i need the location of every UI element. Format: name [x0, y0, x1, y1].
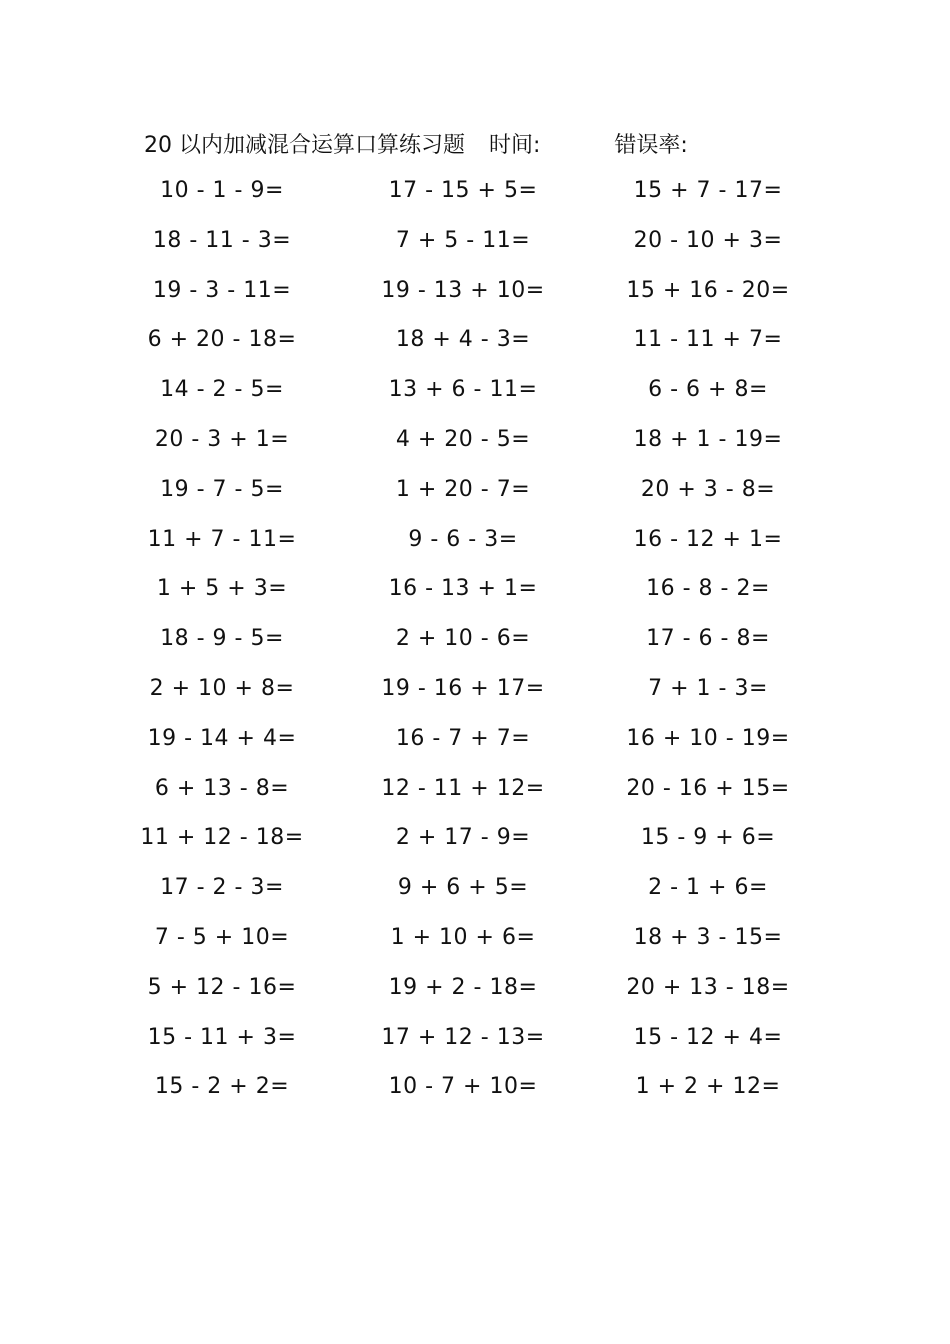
problem-item: 17 - 6 - 8=: [646, 626, 770, 652]
problem-item: 19 - 7 - 5=: [160, 476, 284, 502]
problem-item: 18 - 11 - 3=: [152, 227, 292, 253]
problem-item: 15 - 9 + 6=: [640, 825, 776, 851]
problem-item: 18 + 1 - 19=: [633, 427, 783, 452]
problem-item: 12 - 11 + 12=: [381, 775, 545, 801]
problem-item: 18 + 3 - 15=: [633, 925, 783, 950]
problem-item: 14 - 2 - 5=: [160, 377, 284, 403]
problem-item: 17 - 15 + 5=: [388, 178, 538, 203]
worksheet-title: 20 以内加减混合运算口算练习题: [144, 132, 465, 158]
problem-item: 17 + 12 - 13=: [381, 1024, 545, 1050]
problem-item: 19 - 3 - 11=: [152, 277, 292, 303]
problem-item: 16 - 12 + 1=: [633, 526, 783, 552]
problem-item: 6 + 13 - 8=: [154, 775, 290, 801]
problem-item: 2 + 10 - 6=: [395, 626, 531, 652]
problem-item: 19 - 16 + 17=: [381, 676, 545, 701]
problem-item: 19 - 14 + 4=: [147, 725, 297, 751]
problem-item: 19 - 13 + 10=: [381, 277, 545, 303]
problem-item: 9 + 6 + 5=: [397, 875, 529, 901]
problem-item: 18 + 4 - 3=: [395, 327, 531, 353]
problem-item: 15 - 2 + 2=: [154, 1074, 290, 1100]
problem-item: 16 - 7 + 7=: [395, 725, 531, 751]
problem-item: 13 + 6 - 11=: [388, 377, 538, 403]
problem-item: 11 + 7 - 11=: [147, 526, 297, 552]
problem-item: 19 + 2 - 18=: [388, 974, 538, 1000]
problem-item: 15 - 11 + 3=: [147, 1024, 297, 1050]
problem-item: 15 - 12 + 4=: [633, 1024, 783, 1050]
problem-item: 20 - 10 + 3=: [633, 227, 783, 253]
problem-item: 17 - 2 - 3=: [160, 875, 284, 901]
problem-item: 1 + 20 - 7=: [395, 476, 531, 502]
problem-item: 10 - 7 + 10=: [388, 1074, 538, 1100]
problem-item: 4 + 20 - 5=: [395, 427, 531, 452]
problem-item: 6 - 6 + 8=: [648, 377, 768, 403]
problem-item: 1 + 2 + 12=: [635, 1074, 781, 1100]
problem-item: 2 - 1 + 6=: [648, 875, 768, 901]
problem-item: 10 - 1 - 9=: [160, 178, 284, 203]
problem-item: 16 - 8 - 2=: [646, 576, 770, 602]
error-rate-label: 错误率:: [614, 132, 688, 158]
problem-item: 7 - 5 + 10=: [154, 925, 290, 950]
problem-item: 20 - 16 + 15=: [626, 775, 790, 801]
problem-item: 11 - 11 + 7=: [633, 327, 783, 353]
problem-item: 1 + 10 + 6=: [390, 925, 536, 950]
problem-item: 5 + 12 - 16=: [147, 974, 297, 1000]
problem-item: 15 + 7 - 17=: [633, 178, 783, 203]
problem-item: 20 + 3 - 8=: [640, 476, 776, 502]
problem-item: 16 + 10 - 19=: [626, 725, 790, 751]
problem-item: 18 - 9 - 5=: [160, 626, 284, 652]
problem-item: 16 - 13 + 1=: [388, 576, 538, 602]
problem-item: 20 - 3 + 1=: [154, 427, 290, 452]
problem-item: 2 + 10 + 8=: [149, 676, 295, 701]
problem-item: 2 + 17 - 9=: [395, 825, 531, 851]
problem-item: 15 + 16 - 20=: [626, 277, 790, 303]
problem-item: 6 + 20 - 18=: [147, 327, 297, 353]
time-label: 时间:: [489, 132, 541, 158]
problem-item: 11 + 12 - 18=: [140, 825, 304, 851]
worksheet-header: [144, 126, 688, 160]
problem-item: 7 + 5 - 11=: [395, 227, 531, 253]
problem-item: 7 + 1 - 3=: [648, 676, 768, 701]
problem-item: 20 + 13 - 18=: [626, 974, 790, 1000]
problem-item: 1 + 5 + 3=: [156, 576, 288, 602]
problem-item: 9 - 6 - 3=: [408, 526, 518, 552]
